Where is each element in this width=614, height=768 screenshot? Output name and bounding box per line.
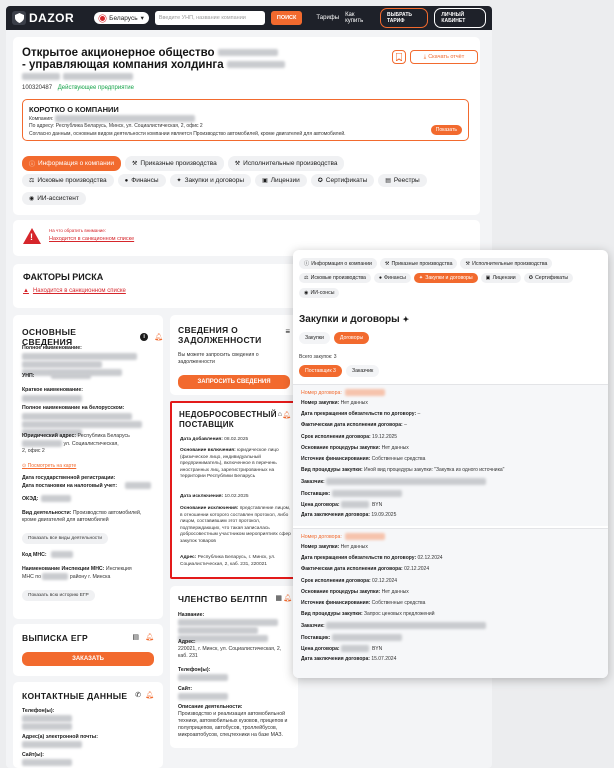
added-date: Дата добавления: 08.02.2025 — [180, 437, 249, 442]
license-icon: ▣ — [262, 178, 268, 184]
contract-field: Основание процедуры закупки: Нет данных — [301, 444, 409, 451]
panel-tab-certificates[interactable]: ✪ Сертификаты — [524, 273, 573, 283]
warning-icon: ! — [23, 228, 41, 244]
contract-field: Заказчик: — [301, 622, 486, 629]
bell-icon[interactable]: 🔔︎ — [282, 412, 291, 419]
company-title-line1: Открытое акционерное общество — [22, 47, 215, 59]
beltpp-name-label: Название: — [178, 612, 205, 618]
activity-label: Вид деятельности: Производство автомобилей, — [22, 510, 142, 516]
filter-supplier[interactable]: Поставщик 3 — [299, 365, 342, 377]
panel-tabs-row-3 — [299, 288, 339, 298]
download-report-button[interactable] — [410, 50, 478, 64]
contract-field: Номер закупки: Нет данных — [301, 400, 368, 406]
contract-field: Дата заключения договора: 15.07.2024 — [301, 656, 397, 662]
contract-field: Основание процедуры закупки: Нет данных — [301, 588, 409, 595]
about-company-line: Компания: — [29, 115, 195, 122]
role-filter — [299, 365, 379, 377]
risk-item[interactable]: ▲ Находится в санкционном списке — [23, 288, 126, 294]
request-info-button[interactable]: ЗАПРОСИТЬ СВЕДЕНИЯ — [178, 375, 290, 389]
bookmark-icon — [396, 53, 402, 61]
unp-label: УНП: — [22, 373, 35, 379]
contract-field: Источник финансирования: Собственные средства — [301, 456, 426, 462]
panel-tab-company-info[interactable]: ⓘ Информация о компании — [299, 258, 377, 269]
filter-customer[interactable]: Заказчик — [346, 365, 379, 377]
debt-title: СВЕДЕНИЯ О ЗАДОЛЖЕННОСТИ — [178, 325, 262, 345]
handshake-icon: ✦ — [402, 315, 410, 324]
egr-history-button[interactable]: Показать всю историю ЕГР — [22, 590, 95, 601]
contract-field: Срок исполнения договора: 19.12.2025 — [301, 433, 398, 440]
show-button[interactable]: Показать — [431, 125, 462, 135]
panel-tab-order-proceedings[interactable]: ⚒ Приказные производства — [380, 258, 458, 269]
info-icon[interactable]: i — [140, 333, 148, 341]
contract-field: Вид процедуры закупки: Запрос ценовых предложений — [301, 611, 435, 618]
procurement-panel — [293, 250, 608, 678]
beltpp-address-label: Адрес: — [178, 639, 196, 645]
warning-icon: ▲ — [23, 288, 29, 294]
tab-certificates[interactable]: ✪ Сертификаты — [311, 174, 375, 187]
tab-enforcement[interactable]: ⚒ Исполнительные производства — [228, 156, 345, 171]
activity-value: кроме двигателей для автомобилей — [22, 517, 109, 523]
panel-tab-procurement[interactable]: ✦ Закупки и договоры — [414, 273, 478, 283]
bell-icon[interactable]: 🔔︎ — [283, 595, 292, 602]
gavel-icon: ⚒ — [234, 161, 241, 167]
reg-date-label: Дата государственной регистрации: — [22, 475, 116, 481]
contract-field: Вид процедуры закупки: Иной вид процедуры закупки: "Закупка из одного источника" — [301, 467, 505, 474]
contract-field: Срок исполнения договора: 02.12.2024 — [301, 577, 398, 584]
coins-icon: ● — [378, 275, 383, 281]
risk-factors-title: ФАКТОРЫ РИСКА — [23, 272, 104, 282]
company-header-card — [13, 37, 480, 215]
company-title — [22, 47, 285, 83]
chevron-down-icon: ▾ — [140, 15, 144, 22]
panel-tab-ai[interactable]: ◉ ИИ-сонсы — [299, 288, 339, 298]
tab-finance[interactable]: ● Финансы — [118, 174, 166, 187]
tab-ai-assistant[interactable]: ◉ ИИ-ассистент — [22, 192, 86, 205]
warning-caption: На что обратить внимание: — [49, 228, 107, 233]
panel-tab-licenses[interactable]: ▣ Лицензии — [481, 273, 521, 283]
gavel-icon: ⚒ — [384, 260, 390, 267]
unfair-address: Адрес: Республика Беларусь, г. Минск, ул. Социалистическая, 2, каб. 231, 220021 — [180, 555, 276, 567]
panel-tabs-row-2 — [299, 273, 573, 283]
contacts-card — [13, 682, 163, 768]
unfair-supplier-card — [170, 401, 298, 579]
scales-icon: ⚖ — [304, 275, 309, 281]
panel-tab-finance[interactable]: ● Финансы — [374, 273, 411, 283]
order-button[interactable]: ЗАКАЗАТЬ — [22, 652, 154, 666]
gavel-icon: ⚒ — [132, 161, 138, 167]
tax-date-label: Дата постановки на налоговый учет: — [22, 483, 118, 489]
contract-field: Поставщик: — [301, 490, 402, 497]
info-icon: ⓘ — [304, 261, 310, 267]
legal-address-label: Юридический адрес: Республика Беларусь — [22, 433, 130, 439]
tab-lawsuits[interactable]: ⚖ Исковые производства — [22, 174, 114, 187]
exclusion-reason: Основание исключения: представление лицом, в отношении которого составлен протокол, либо лицом, составившим этот протокол, подтверждающих, что такая записалась добросовестным участником мероприятиях сфер закупок товаров — [180, 506, 291, 544]
contacts-title: КОНТАКТНЫЕ ДАННЫЕ — [22, 691, 128, 701]
about-activity-line: Согласно данным, основным видом деятельности компании является Производство автомобилей, кроме двигателей для автомобилей. — [29, 131, 346, 137]
panel-tab-lawsuits[interactable]: ⚖ Исковые производства — [299, 273, 371, 283]
country-label: Беларусь — [109, 14, 138, 22]
certificate-icon: ✪ — [317, 178, 323, 184]
okzd-label: ОКЭД: — [22, 496, 39, 502]
logo-text: DAZOR — [29, 11, 75, 25]
beltpp-card — [170, 586, 298, 748]
download-report-label: Скачать отчёт — [428, 54, 465, 60]
contract-field: Дата прекращения обязательств по договору: – — [301, 411, 421, 418]
debt-card — [170, 315, 298, 395]
about-title: КОРОТКО О КОМПАНИИ — [29, 105, 119, 114]
nav-link-tariffs[interactable]: Тарифы — [316, 15, 340, 21]
license-icon: ▣ — [485, 275, 491, 281]
coins-icon: ● — [124, 177, 129, 184]
contract-field: Фактическая дата исполнения договора: – — [301, 422, 407, 429]
registry-icon: ▤ — [385, 178, 391, 184]
contract-field: Номер закупки: Нет данных — [301, 544, 368, 550]
bookmark-button[interactable] — [392, 50, 406, 64]
beltpp-site-label: Сайт: — [178, 686, 193, 692]
phone-icon: ✆ — [135, 692, 141, 699]
exclusion-date: Дата исключения: 10.02.2025 — [180, 494, 249, 499]
flag-icon — [99, 15, 106, 22]
inclusion-reason: Основание включения: юридическое лицо (физическое лицо, индивидуальный предприниматель), включенное в перечень иностранных лиц, зарегистрированных на территории Республики Беларусь — [180, 448, 279, 479]
bell-icon[interactable]: 🔔︎ — [145, 634, 154, 641]
basic-info-card: ОСНОВНЫЕ СВЕДЕНИЯ i 🔔︎ Полное наименование: УНП: Краткое наименование: Полное наименование на белорусском: Юридический адрес: Республика Беларусь ул. Социалистическая, 2, офис 2 ⊙ Посмотреть на карте Дата государственной регистрации: Дата постановки на налоговый учет: ОКЭД: Вид деятельности: Производство автомобилей, кроме двигателей для автомобилей Показать все виды деятельности Код МНС: Наименование Инспекции МНС: Инспекция МНС по району г. Минска Показать всю историю ЕГР — [13, 315, 163, 619]
contract-field: Дата прекращения обязательств по договору: 02.12.2024 — [301, 555, 443, 562]
egr-title: ВЫПИСКА ЕГР — [22, 633, 88, 643]
tab-order-proceedings[interactable]: ⚒ Приказные производства — [125, 156, 224, 171]
mns-name-label: Наименование Инспекции МНС: Инспекция — [22, 566, 132, 572]
purchases-total: Всего закупок: 3 — [299, 354, 337, 360]
contract-field: Цена договора: BYN — [301, 501, 383, 508]
mns-code-label: Код МНС: — [22, 552, 47, 558]
contract-field: Заказчик: — [301, 478, 486, 485]
home-icon: ⌂ — [277, 411, 282, 418]
ai-icon: ◉ — [29, 196, 35, 202]
basic-info-title: ОСНОВНЫЕ СВЕДЕНИЯ — [22, 327, 77, 347]
contract-field: Цена договора: BYN — [301, 645, 383, 652]
tabs-row-2 — [22, 174, 427, 187]
subtab-contracts[interactable]: Договоры — [334, 332, 369, 344]
certificate-icon: ✪ — [528, 275, 534, 281]
scales-icon: ⚖ — [29, 178, 35, 184]
full-name-label: Полное наименование: — [22, 345, 82, 351]
choose-tariff-button[interactable]: ВЫБРАТЬ ТАРИФ — [380, 8, 428, 28]
list-icon: ≡ — [285, 327, 290, 336]
by-name-label: Полное наименование на белорусском: — [22, 405, 125, 411]
beltpp-title: ЧЛЕНСТВО БЕЛТПП — [178, 594, 268, 604]
bell-icon[interactable]: 🔔︎ — [145, 692, 154, 699]
beltpp-phone-label: Телефон(ы): — [178, 667, 211, 673]
unfair-title: НЕДОБРОСОВЕСТНЫЙ ПОСТАВЩИК — [179, 410, 277, 429]
company-title-line2: - управляющая компания холдинга — [22, 59, 224, 71]
nav-link-how-to-buy[interactable]: Как купить — [345, 12, 364, 24]
handshake-icon: ✦ — [176, 178, 182, 184]
map-link[interactable]: ⊙ Посмотреть на карте — [22, 463, 77, 469]
company-unp: 100320487 — [22, 85, 53, 91]
show-all-activities-button[interactable]: Показать все виды деятельности — [22, 533, 108, 544]
contacts-email-label: Адрес(а) электронной почты: — [22, 734, 98, 740]
status-badge: Действующее предприятие — [57, 85, 134, 91]
download-icon: ⤓ — [423, 53, 427, 60]
sanctions-link[interactable]: Находится в санкционном списке — [49, 236, 135, 242]
contract-field: Источник финансирования: Собственные средства — [301, 600, 426, 606]
subtab-purchases[interactable]: Закупки — [299, 332, 330, 344]
panel-subtabs — [299, 332, 369, 344]
tab-company-info[interactable]: ⓘ Информация о компании — [22, 156, 121, 171]
tabs-row-1 — [22, 156, 344, 171]
about-address-line: По адресу: Республика Беларусь, Минск, ул. Социалистическая, 2, офис 2 — [29, 123, 203, 129]
building-icon: ▦ — [275, 595, 282, 602]
info-icon: ⓘ — [29, 162, 36, 168]
handshake-icon: ✦ — [418, 275, 424, 281]
contacts-phone-label: Телефон(ы): — [22, 708, 55, 714]
contract-number[interactable]: Номер договора: — [301, 533, 385, 540]
contacts-site-label: Сайт(ы): — [22, 752, 45, 758]
panel-title: Закупки и договоры ✦ — [299, 314, 410, 325]
search-input[interactable] — [155, 11, 265, 25]
contract-field: Дата заключения договора: 19.09.2025 — [301, 512, 397, 518]
gavel-icon: ⚒ — [465, 260, 471, 267]
country-select[interactable] — [94, 12, 149, 24]
panel-tabs-row-1 — [299, 258, 552, 269]
personal-cabinet-button[interactable]: ЛИЧНЫЙ КАБИНЕТ — [434, 8, 486, 28]
contract-field: Поставщик: — [301, 634, 402, 641]
panel-tab-enforcement[interactable]: ⚒ Исполнительные производства — [460, 258, 552, 269]
egr-extract-card — [13, 624, 163, 676]
tab-registries[interactable]: ▤ Реестры — [378, 174, 426, 187]
shield-logo-icon — [12, 11, 26, 25]
beltpp-desc-value: Производство и реализация автомобильной техники, автомобильных кузовов, прицепов и полуприцепов, автобусов, троллейбусов, микроавтобусов, спецтехники на базе МАЗ. — [178, 711, 288, 738]
document-icon: ▤ — [132, 634, 139, 641]
beltpp-address-value: 220021, г. Минск, ул. Социалистическая, 2, каб. 231 — [178, 646, 282, 659]
debt-text: Вы можете запросить сведения о задолженности — [178, 352, 259, 365]
ai-icon: ◉ — [304, 290, 309, 296]
tab-procurement[interactable]: ✦ Закупки и договоры — [170, 174, 252, 187]
bell-icon[interactable]: 🔔︎ — [154, 334, 163, 341]
contract-field: Фактическая дата исполнения договора: 02.12.2024 — [301, 566, 430, 573]
logo[interactable] — [12, 11, 74, 25]
contract-record — [293, 528, 608, 678]
search-button[interactable]: ПОИСК — [271, 11, 303, 25]
about-company-box — [22, 99, 469, 141]
contract-record — [293, 384, 608, 526]
tab-licenses[interactable]: ▣ Лицензии — [255, 174, 307, 187]
contract-number[interactable]: Номер договора: — [301, 389, 385, 396]
tabs-row-3 — [22, 192, 86, 205]
top-navigation — [6, 6, 492, 30]
beltpp-desc-label: Описание деятельности: — [178, 704, 243, 710]
company-id-line — [22, 85, 134, 91]
short-name-label: Краткое наименование: — [22, 387, 83, 393]
